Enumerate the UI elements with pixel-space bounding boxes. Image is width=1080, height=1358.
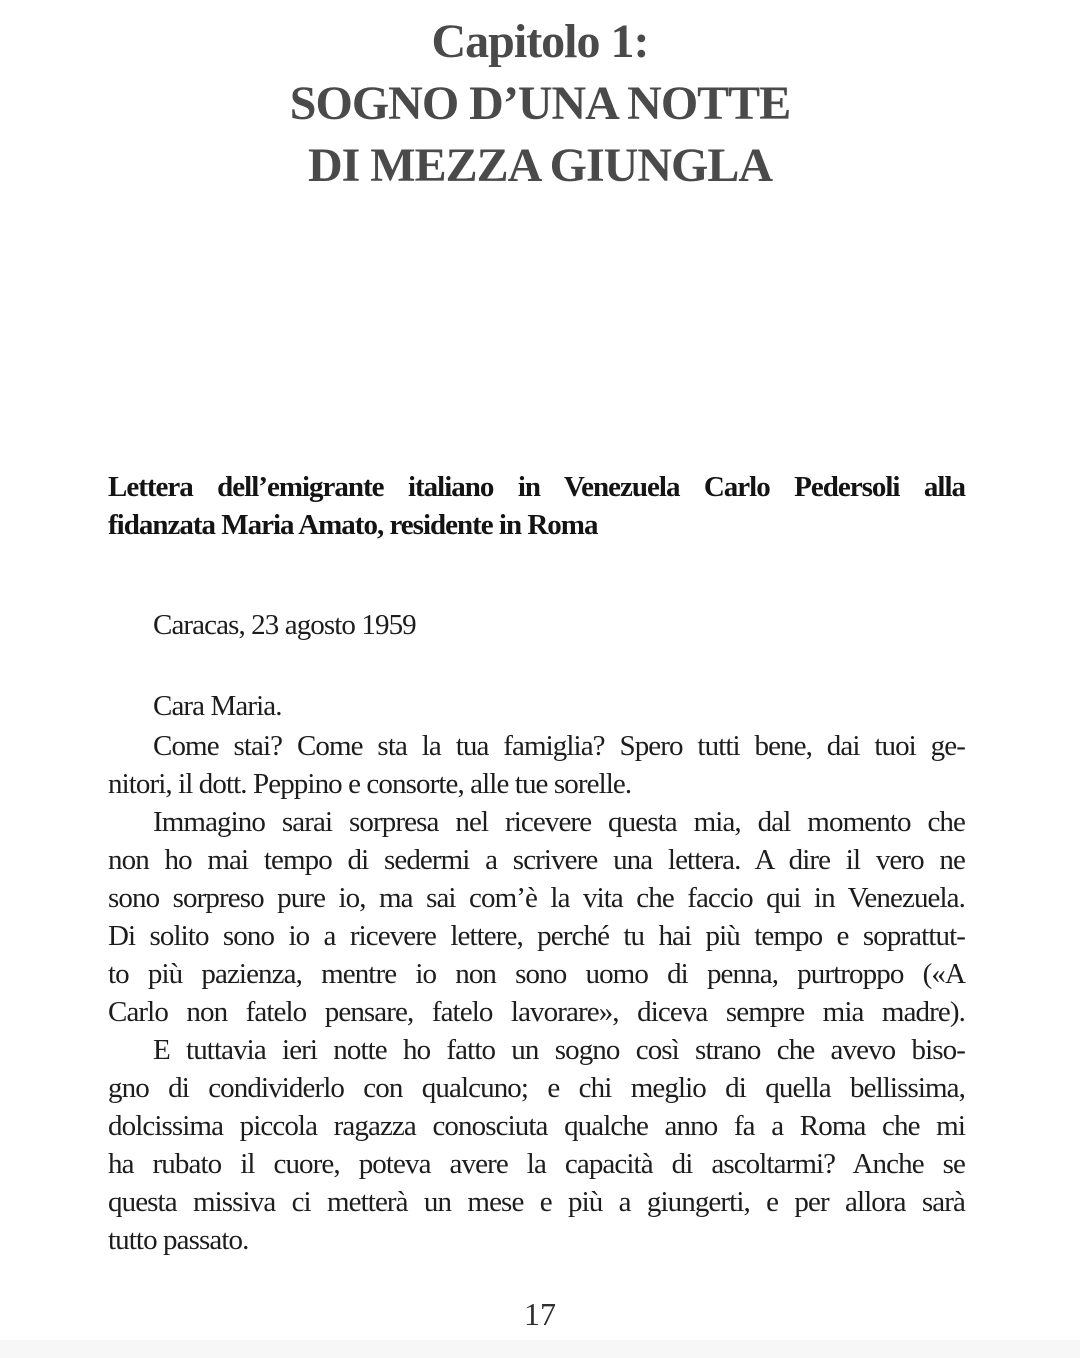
dateline: Caracas, 23 agosto 1959 [153, 609, 416, 641]
salutation: Cara Maria. [153, 690, 282, 722]
letter-line: ha rubato il cuore, poteva avere la capacità di ascoltarmi? Anche se [108, 1148, 965, 1180]
page-number: 17 [524, 1296, 556, 1332]
chapter-kicker: Capitolo 1: [431, 15, 649, 68]
letter-line: tutto passato. [108, 1224, 249, 1256]
letter-body [108, 727, 965, 1259]
letter-line: Immagino sarai sorpresa nel ricevere questa mia, dal momento che [153, 806, 965, 838]
page-bottom-strip [0, 1340, 1080, 1358]
letter-line: nitori, il dott. Peppino e consorte, alle tue sorelle. [108, 768, 632, 800]
letter-heading [108, 468, 965, 544]
chapter-heading [0, 11, 1080, 197]
letter-line: Carlo non fatelo pensare, fatelo lavorare», diceva sempre mia madre). [108, 996, 965, 1028]
letter-line: Di solito sono io a ricevere lettere, perché tu hai più tempo e soprattut- [108, 920, 965, 952]
chapter-title-line-2: DI MEZZA GIUNGLA [307, 139, 773, 192]
letter-heading-line: fidanzata Maria Amato, residente in Roma [108, 509, 598, 541]
chapter-title-line-1: SOGNO D’UNA NOTTE [289, 77, 791, 130]
letter-line: sono sorpreso pure io, ma sai com’è la vita che faccio qui in Venezuela. [108, 882, 965, 914]
letter-line: non ho mai tempo di sedermi a scrivere una lettera. A dire il vero ne [108, 844, 965, 876]
letter-line: gno di condividerlo con qualcuno; e chi meglio di quella bellissima, [108, 1072, 965, 1104]
letter-line: dolcissima piccola ragazza conosciuta qualche anno fa a Roma che mi [108, 1110, 965, 1142]
letter-line: E tuttavia ieri notte ho fatto un sogno così strano che avevo biso- [153, 1034, 965, 1066]
letter-line: Come stai? Come sta la tua famiglia? Spero tutti bene, dai tuoi ge- [153, 730, 965, 762]
letter-line: questa missiva ci metterà un mese e più a giungerti, e per allora sarà [108, 1186, 965, 1218]
letter-heading-line: Lettera dell’emigrante italiano in Venezuela Carlo Pedersoli alla [108, 471, 965, 503]
letter-line: to più pazienza, mentre io non sono uomo di penna, purtroppo («A [108, 958, 965, 990]
